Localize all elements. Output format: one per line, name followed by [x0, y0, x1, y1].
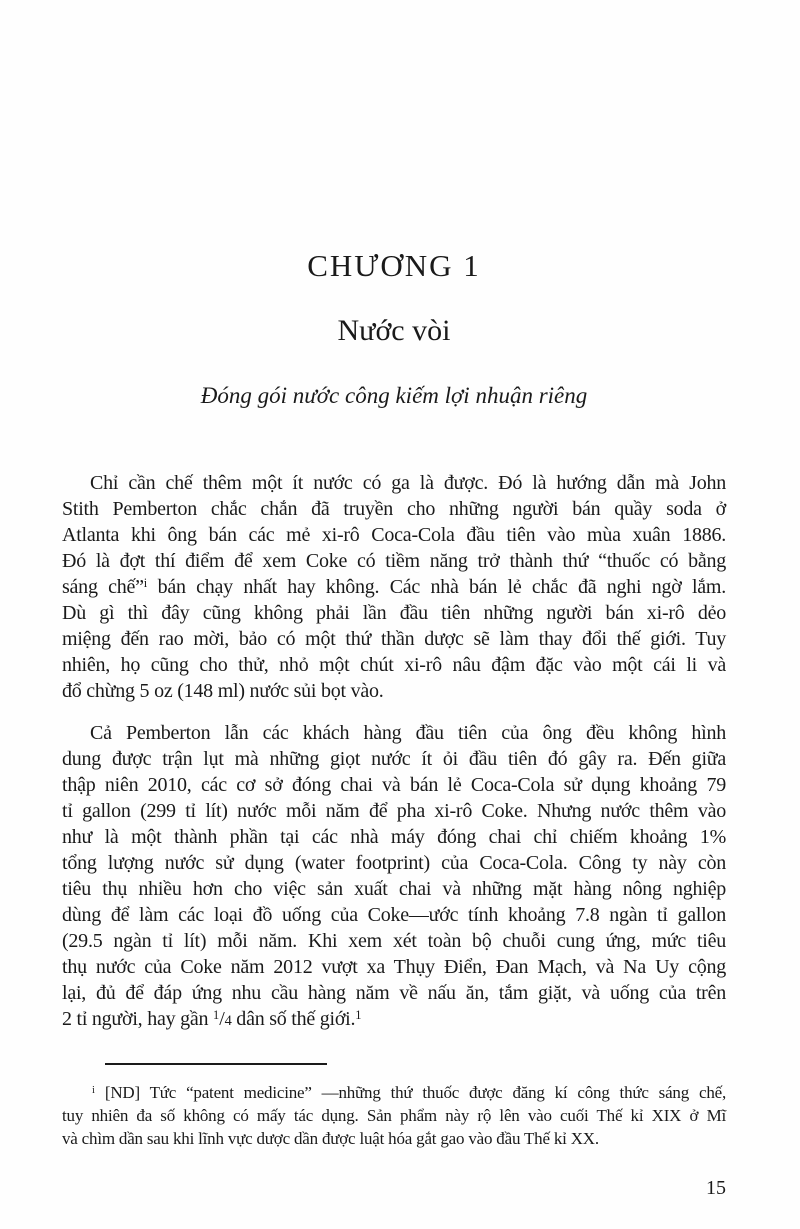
text-segment: 2 tỉ người, hay gần: [62, 1008, 214, 1030]
chapter-heading: CHƯƠNG 1: [307, 248, 481, 283]
body-line: Chỉ cần chế thêm một ít nước có ga là được. Đó là hướng dẫn mà John: [90, 472, 726, 494]
page-title: Nước vòi: [337, 314, 451, 347]
text-segment: dân số thế giới.: [231, 1008, 356, 1030]
chapter-subtitle: Đóng gói nước công kiếm lợi nhuận riêng: [200, 383, 588, 408]
superscript-marker: 1: [355, 1008, 362, 1023]
body-line: Đó là đợt thí điểm để xem Coke có tiềm năng trở thành thứ “thuốc có bằng: [62, 550, 726, 572]
body-line: [62, 574, 726, 600]
body-line: đổ chừng 5 oz (148 ml) nước sủi bọt vào.: [62, 680, 384, 702]
page-number: 15: [706, 1177, 726, 1199]
superscript-marker: 1: [213, 1008, 220, 1023]
body-line: như là một thành phần tại các nhà máy đóng chai chỉ chiếm khoảng 1%: [62, 826, 726, 848]
body-line: Dù gì thì đây cũng không phải lần đầu tiên những người bán xi-rô dẻo: [62, 602, 726, 624]
paragraph: [62, 720, 726, 1032]
text-segment: sáng chế”: [62, 576, 144, 598]
footnote: [62, 1081, 726, 1150]
body-line: [62, 1006, 726, 1032]
body-line: Stith Pemberton chắc chắn đã truyền cho những người bán quầy soda ở: [62, 498, 726, 520]
footnote-divider: [105, 1063, 327, 1065]
superscript-marker: i: [143, 576, 148, 591]
body-line: Atlanta khi ông bán các mẻ xi-rô Coca-Cola đầu tiên vào mùa xuân 1886.: [62, 524, 726, 546]
body-line: Cả Pemberton lẫn các khách hàng đầu tiên của ông đều không hình: [90, 722, 726, 744]
body-line: thập niên 2010, các cơ sở đóng chai và bán lẻ Coca-Cola sử dụng khoảng 79: [62, 774, 726, 796]
text-segment: /: [219, 1008, 225, 1030]
body-line: tiêu thụ nhiều hơn cho việc sản xuất chai và những mặt hàng nông nghiệp: [62, 878, 726, 900]
paragraph: [62, 1081, 726, 1150]
text-segment: [ND] Tức “patent medicine” —những thứ thuốc được đăng kí công thức sáng chế,: [94, 1083, 726, 1102]
footnote-line: [62, 1081, 726, 1104]
fraction-denominator: 4: [224, 1013, 232, 1029]
body-line: dung được trận lụt mà những giọt nước ít ỏi đầu tiên đó gây ra. Đến giữa: [62, 748, 726, 770]
body-line: tỉ gallon (299 tỉ lít) nước mỗi năm để pha xi-rô Coke. Nhưng nước thêm vào: [62, 800, 726, 822]
body-line: thụ nước của Coke năm 2012 vượt xa Thụy Điển, Đan Mạch, và Na Uy cộng: [62, 956, 726, 978]
superscript-marker: i: [92, 1085, 95, 1097]
footnote-line: và chìm dần sau khi lĩnh vực dược dần được luật hóa gắt gao vào đầu Thế kỉ XX.: [62, 1129, 599, 1148]
body-line: nhiên, họ cũng cho thử, nhỏ một chút xi-rô nâu đậm đặc vào một cái li và: [62, 654, 726, 676]
body-line: miệng đến rao mời, bảo có một thứ thần dược sẽ làm thay đổi thế giới. Tuy: [62, 628, 726, 650]
body-line: lại, đủ để đáp ứng nhu cầu hàng năm về nấu ăn, tắm giặt, và uống của trên: [62, 982, 726, 1004]
body-text: [62, 470, 726, 1032]
text-segment: bán chạy nhất hay không. Các nhà bán lẻ chắc đã nghi ngờ lắm.: [147, 576, 726, 598]
body-line: (29.5 ngàn tỉ lít) mỗi năm. Khi xem xét toàn bộ chuỗi cung ứng, mức tiêu: [62, 930, 726, 952]
body-line: tổng lượng nước sử dụng (water footprint) của Coca-Cola. Công ty này còn: [62, 852, 726, 874]
body-line: dùng để làm các loại đồ uống của Coke—ước tính khoảng 7.8 ngàn tỉ gallon: [62, 904, 726, 926]
paragraph: [62, 470, 726, 704]
footnote-line: tuy nhiên đa số không có mấy tác dụng. Sản phẩm này rộ lên vào cuối Thế kỉ XIX ở Mĩ: [62, 1106, 726, 1125]
